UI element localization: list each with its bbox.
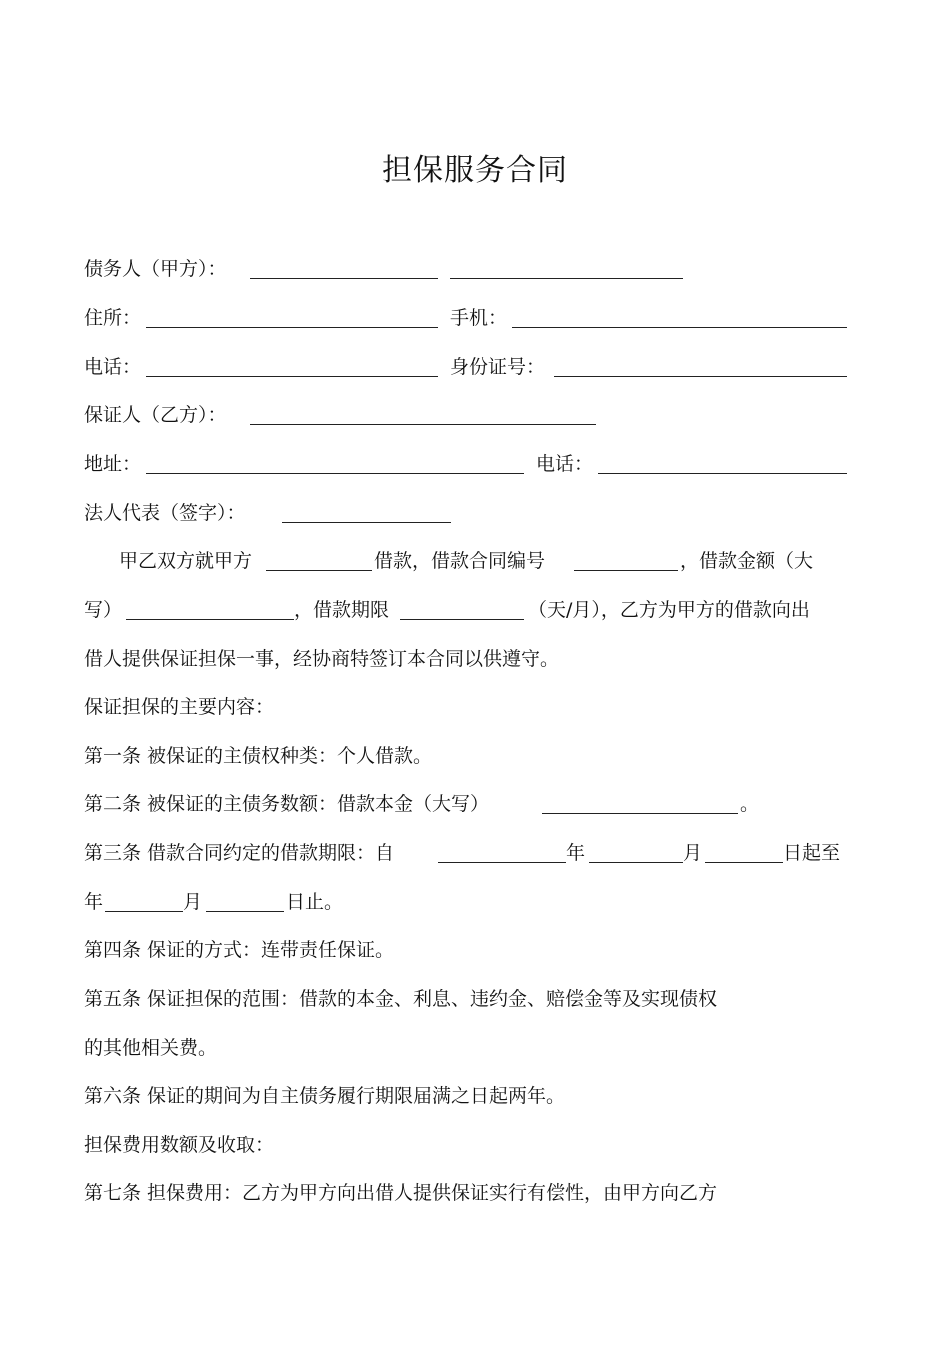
art1-text: 第一条 被保证的主债权种类：个人借款。	[84, 745, 433, 767]
debtor-name-blank	[250, 254, 438, 279]
p1-contract-no-blank	[574, 546, 678, 571]
art3-text-a: 第三条 借款合同约定的借款期限：自	[84, 842, 395, 864]
p2-text-b: ，借款期限	[294, 599, 390, 621]
phone-label: 电话：	[84, 356, 142, 378]
id-blank	[554, 352, 847, 377]
phone-blank	[146, 352, 438, 377]
document-title: 担保服务合同	[382, 153, 568, 188]
art3-month2-blank	[105, 887, 183, 912]
section1-text: 保证担保的主要内容：	[84, 696, 275, 718]
section2-text: 担保费用数额及收取：	[84, 1134, 275, 1156]
art5-text-b: 的其他相关费。	[84, 1037, 218, 1059]
art2-amount-blank	[542, 789, 738, 814]
article-3-line-1	[84, 838, 884, 868]
art3-year2-label: 年	[84, 891, 104, 913]
guarantor-label: 保证人（乙方）：	[84, 404, 227, 426]
address-label: 住所：	[84, 307, 142, 329]
legal-rep-line	[84, 498, 884, 528]
debtor-line	[84, 254, 884, 284]
art3-day2-blank	[206, 887, 284, 912]
art4-text: 第四条 保证的方式：连带责任保证。	[84, 939, 395, 961]
id-label: 身份证号：	[450, 356, 546, 378]
location-blank	[146, 449, 524, 474]
art3-month-label: 月	[683, 842, 703, 864]
location-phone-line	[84, 449, 884, 479]
article-3-line-2	[84, 887, 884, 917]
art2-text-a: 第二条 被保证的主债务数额：借款本金（大写）	[84, 793, 490, 815]
mobile-blank	[512, 303, 847, 328]
p1-text-a: 甲乙双方就甲方	[119, 550, 253, 572]
p2-text-c: （天/月），乙方为甲方的借款向出	[528, 599, 810, 621]
phone-id-line	[84, 352, 884, 382]
address-mobile-line	[84, 303, 884, 333]
art3-year-blank	[438, 838, 566, 863]
guarantor-line	[84, 400, 884, 430]
legal-rep-blank	[282, 498, 451, 523]
art3-month2-label: 月	[183, 891, 203, 913]
p1-amount-blank	[266, 546, 372, 571]
paragraph-line-2	[84, 595, 884, 625]
address-blank	[146, 303, 438, 328]
phone2-label: 电话：	[536, 453, 594, 475]
p3-text: 借人提供保证担保一事，经协商特签订本合同以供遵守。	[84, 648, 560, 670]
paragraph-line-1	[84, 546, 884, 576]
art6-text: 第六条 保证的期间为自主债务履行期限届满之日起两年。	[84, 1085, 566, 1107]
art7-text: 第七条 担保费用：乙方为甲方向出借人提供保证实行有偿性，由甲方向乙方	[84, 1182, 718, 1204]
art3-day-to-label: 日起至	[783, 842, 841, 864]
p2-term-blank	[400, 595, 524, 620]
article-2	[84, 789, 884, 819]
art3-day-blank	[705, 838, 783, 863]
mobile-label: 手机：	[450, 307, 508, 329]
debtor-label: 债务人（甲方）：	[84, 258, 227, 280]
location-label: 地址：	[84, 453, 142, 475]
p1-text-c: ，借款金额（大	[680, 550, 814, 572]
art3-year-label: 年	[566, 842, 586, 864]
art3-end-label: 日止。	[286, 891, 344, 913]
debtor-name-blank-2	[450, 254, 683, 279]
p1-text-b: 借款，借款合同编号	[374, 550, 546, 572]
p2-text-a: 写）	[84, 599, 123, 621]
art3-month-blank	[589, 838, 683, 863]
guarantor-blank	[250, 400, 596, 425]
legal-rep-label: 法人代表（签字）：	[84, 502, 246, 524]
art5-text-a: 第五条 保证担保的范围：借款的本金、利息、违约金、赔偿金等及实现债权	[84, 988, 718, 1010]
art2-text-b: 。	[740, 793, 760, 815]
p2-amount-blank	[126, 595, 294, 620]
phone2-blank	[598, 449, 847, 474]
